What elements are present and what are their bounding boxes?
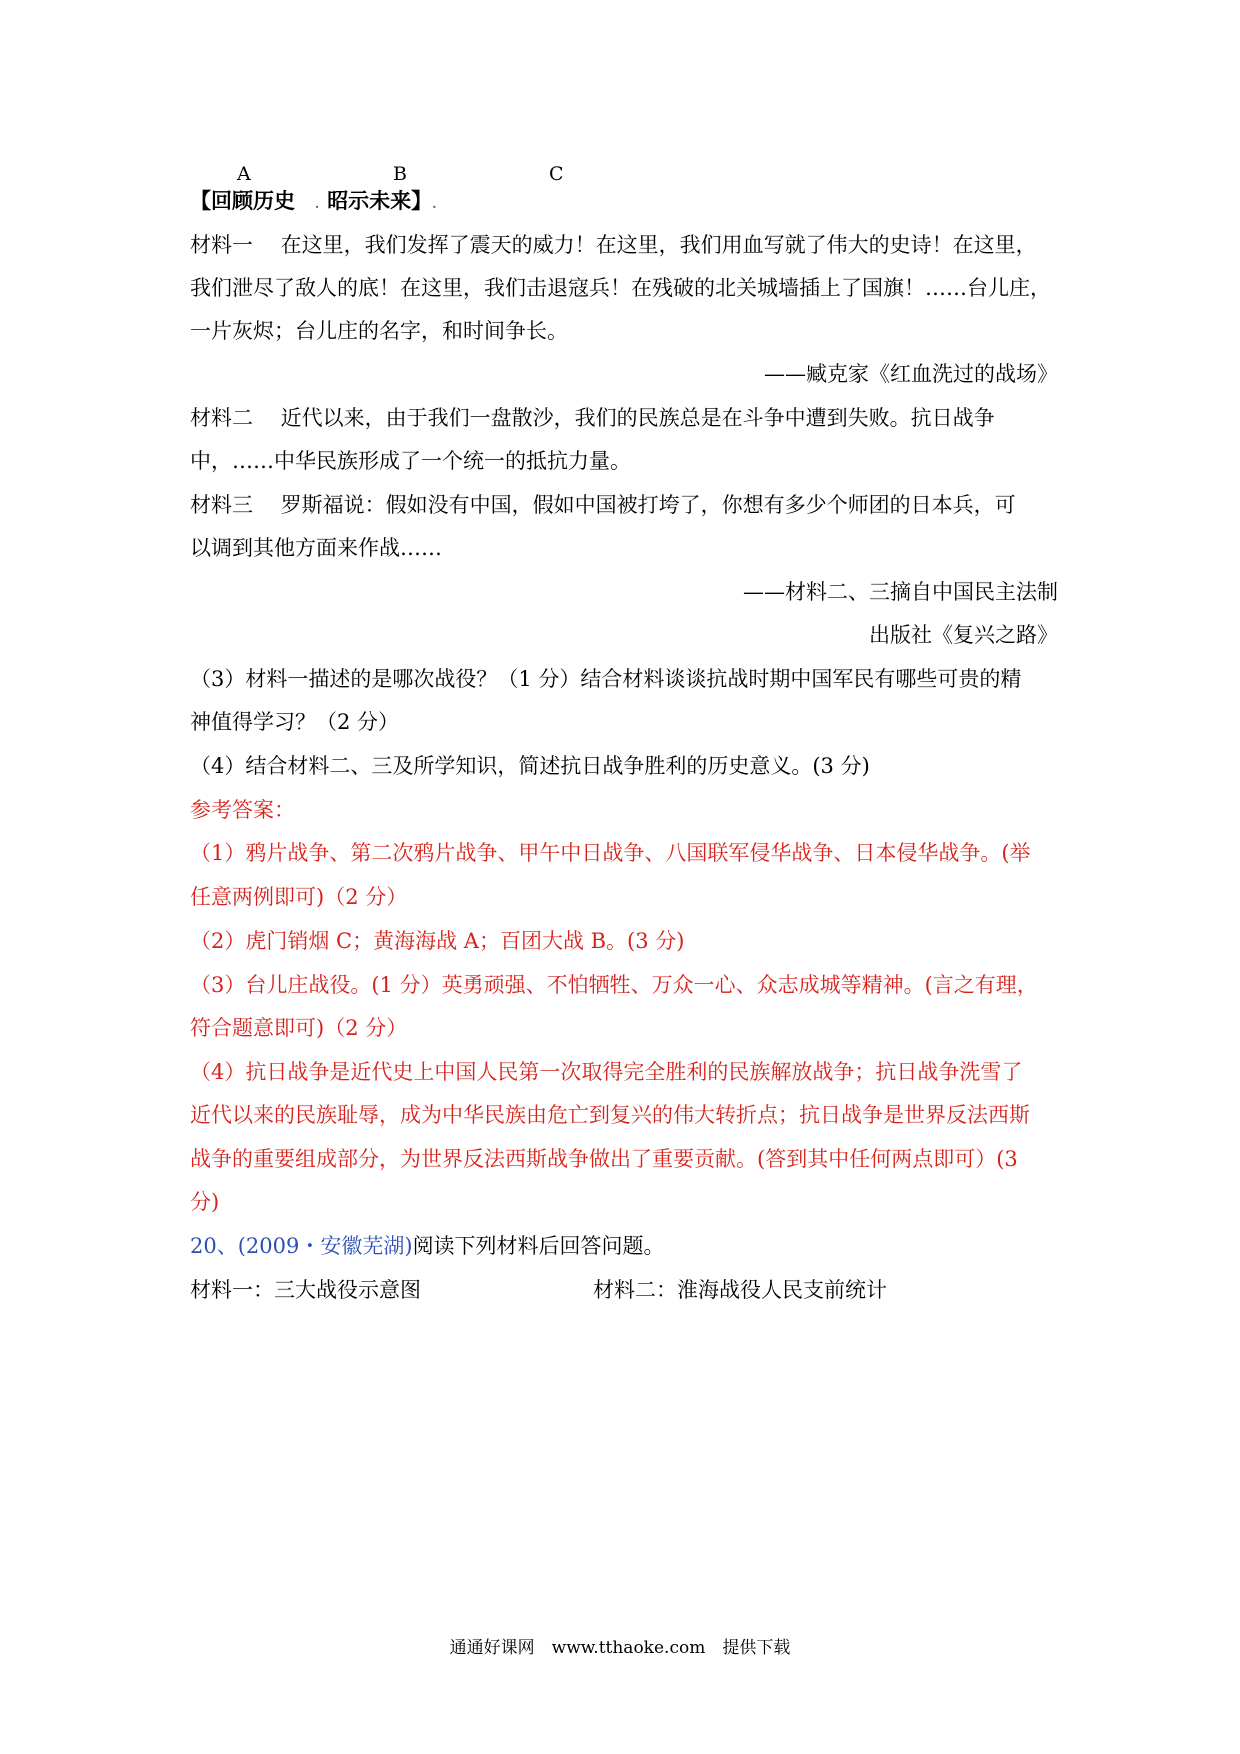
answer4-line2: 近代以来的民族耻辱，成为中华民族由危亡到复兴的伟大转折点；抗日战争是世界反法西斯 — [190, 1103, 1030, 1127]
section-heading — [190, 186, 1060, 219]
answer4-line1: （4）抗日战争是近代史上中国人民第一次取得完全胜利的民族解放战争；抗日战争洗雪了 — [190, 1060, 1023, 1084]
page-footer: 通通好课网 www.tthaoke.com 提供下载 — [449, 1638, 791, 1658]
question20-source: 20、(2009・安徽芜湖) — [190, 1234, 413, 1258]
answer4-line3: 战争的重要组成部分，为世界反法西斯战争做出了重要贡献。(答到其中任何两点即可）(3 — [190, 1147, 1018, 1171]
material3-line1: 材料三 罗斯福说：假如没有中国，假如中国被打垮了，你想有多少个师团的日本兵，可 — [190, 493, 1016, 517]
material3-source-line2: 出版社《复兴之路》 — [869, 623, 1058, 647]
answer4-line4: 分) — [190, 1190, 220, 1214]
answers-heading: 参考答案： — [190, 798, 295, 822]
material1-line2: 我们泄尽了敌人的底！在这里，我们击退寇兵！在残破的北关城墙插上了国旗！……台儿庄， — [190, 276, 1051, 300]
question20-prompt: 阅读下列材料后回答问题。 — [412, 1234, 665, 1258]
answer3-line1: （3）台儿庄战役。(1 分）英勇顽强、不怕牺牲、万众一心、众志成城等精神。(言之有理， — [190, 973, 1038, 997]
material3-line2: 以调到其他方面来作战…… — [190, 536, 442, 560]
section-heading-part2: 昭示未来】 — [327, 188, 433, 213]
material1-source: ——臧克家《红血洗过的战场》 — [764, 362, 1058, 386]
question3-line1: （3）材料一描述的是哪次战役？（1 分）结合材料谈谈抗战时期中国军民有哪些可贵的精 — [190, 667, 1022, 691]
question4: （4）结合材料二、三及所学知识，简述抗日战争胜利的历史意义。(3 分) — [190, 754, 870, 778]
section-heading-part1: 【回顾历史 — [190, 188, 295, 213]
answer1-line1: （1）鸦片战争、第二次鸦片战争、甲午中日战争、八国联军侵华战争、日本侵华战争。(举 — [190, 841, 1031, 865]
image-label-a: A — [237, 163, 251, 185]
section-heading-dot1: . — [315, 197, 320, 211]
question20-material-b: 材料二：淮海战役人民支前统计 — [593, 1278, 887, 1302]
material2-line2: 中，……中华民族形成了一个统一的抵抗力量。 — [190, 449, 631, 473]
answer2: （2）虎门销烟 C；黄海海战 A；百团大战 B。(3 分) — [190, 929, 685, 953]
answer1-line2: 任意两例即可)（2 分） — [190, 885, 408, 909]
image-label-c: C — [549, 163, 564, 185]
material1-line3: 一片灰烬；台儿庄的名字，和时间争长。 — [190, 319, 568, 343]
question20-material-a: 材料一：三大战役示意图 — [190, 1278, 421, 1302]
section-heading-dot2: . — [432, 197, 437, 211]
material3-source-line1: ——材料二、三摘自中国民主法制 — [743, 580, 1058, 604]
image-label-b: B — [393, 163, 407, 185]
answer3-line2: 符合题意即可)（2 分） — [190, 1016, 408, 1040]
material2-line1: 材料二 近代以来，由于我们一盘散沙，我们的民族总是在斗争中遭到失败。抗日战争 — [190, 406, 995, 430]
material1-line1: 材料一 在这里，我们发挥了震天的威力！在这里，我们用血写就了伟大的史诗！在这里， — [190, 233, 1037, 257]
question3-line2: 神值得学习？（2 分） — [190, 710, 400, 734]
question20 — [190, 1231, 1060, 1261]
